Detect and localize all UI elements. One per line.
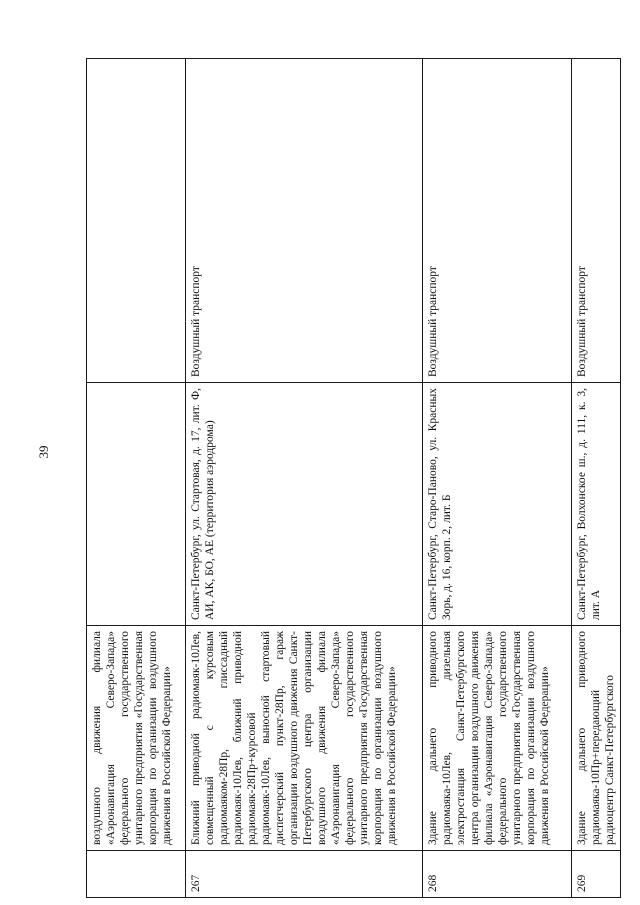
row-number: 269 xyxy=(572,851,621,898)
object-name: воздушного движения филиала «Аэронавигация Северо-Запада» федерального государственного унитарного предприятия «Государственная корпорация по организации воздушного движения в Российской Федерации» xyxy=(87,626,186,851)
object-address: Санкт-Петербург, ул. Стартовая, д. 17, лит. Ф, АИ, АК, БО, АЕ (территория аэродрома) xyxy=(186,383,423,626)
table-row-268 xyxy=(423,59,572,898)
object-name: Ближний приводной радиомаяк-10Лев, совмещенный с курсовым радиомаяком-28Пр, глиссадный радиомаяк-10Лев, ближний приводной радиомаяк-28Пр+курсовой радиомаяк-10Лев, выносной стартовый диспетчерский пункт-28Пр, гараж организации воздушного движения Санкт-Петербургского центра организации воздушного движения филиала «Аэронавигация Северо-Запада» федерального государственного унитарного предприятия «Государственная корпорация по организации воздушного движения в Российской Федерации» xyxy=(186,626,423,851)
table-row-269 xyxy=(572,59,621,898)
transport-type: Воздушный транспорт xyxy=(423,59,572,383)
page-number: 39 xyxy=(36,445,51,459)
row-number: 267 xyxy=(186,851,423,898)
transport-type: Воздушный транспорт xyxy=(186,59,423,383)
table-row-continuation xyxy=(87,59,186,898)
object-name: Здание дальнего приводного радиомаяка-10Пр+передающий радиоцентр Санкт-Петербургского xyxy=(572,626,621,851)
object-name: Здание дальнего приводного радиомаяка-10Лев, дизельная электростанция Санкт-Петербургского центра организации воздушного движения филиала «Аэронавигация Северо-Запада» федерального государственного унитарного предприятия «Государственная корпорация по организации воздушного движения в Российской Федерации» xyxy=(423,626,572,851)
row-number xyxy=(87,851,186,898)
transport-type: Воздушный транспорт xyxy=(572,59,621,383)
object-address: Санкт-Петербург, Волхонское ш., д. 111, к. 3, лит. А xyxy=(572,383,621,626)
object-address: Санкт-Петербург, Старо-Паново, ул. Красных Зорь, д. 16, корп. 2, лит. Б xyxy=(423,383,572,626)
register-table xyxy=(86,58,621,898)
row-number: 268 xyxy=(423,851,572,898)
table-row-267 xyxy=(186,59,423,898)
transport-type xyxy=(87,59,186,383)
register-table-rotated xyxy=(86,58,616,898)
object-address xyxy=(87,383,186,626)
